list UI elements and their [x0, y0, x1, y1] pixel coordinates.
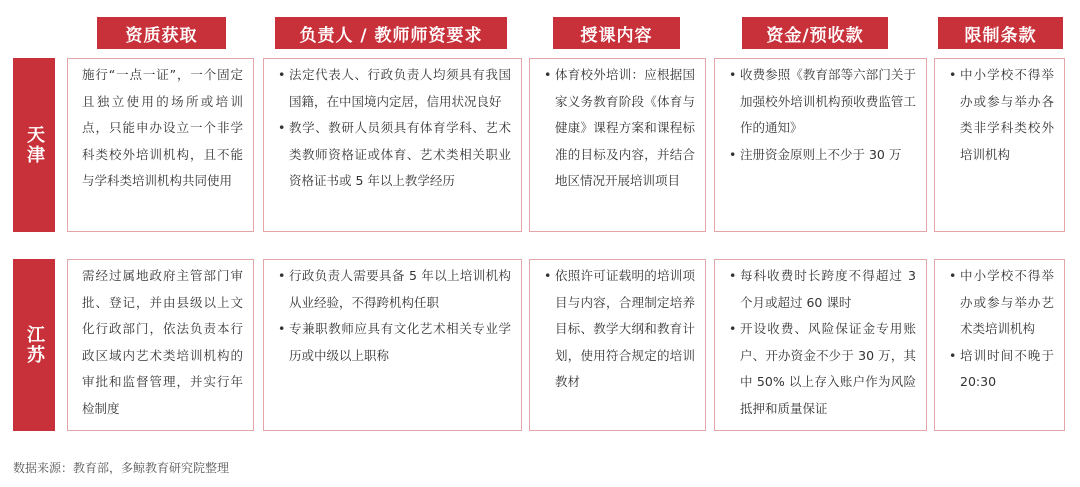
restrictions-list: [949, 62, 1054, 168]
header-restrictions: 限制条款: [938, 17, 1063, 49]
list-item: • 培训时间不晚于 20:30: [949, 343, 1054, 396]
header-qualification: 资质获取: [97, 17, 226, 49]
list-item: • 收费参照《教育部等六部门关于加强校外培训机构预收费监管工作的通知》: [729, 62, 916, 142]
list-item: • 法定代表人、行政负责人均须具有我国国籍，在中国境内定居，信用状况良好: [278, 62, 511, 115]
list-item: • 专兼职教师应具有文化艺术相关专业学历或中级以上职称: [278, 316, 511, 369]
funds-list: [729, 62, 916, 168]
list-item: • 行政负责人需要具备 5 年以上培训机构从业经验，不得跨机构任职: [278, 263, 511, 316]
header-teaching-content: 授课内容: [553, 17, 680, 49]
list-item: • 依照许可证载明的培训项目与内容，合理制定培养目标、教学大纲和教育计划，使用符合规定的培训教材: [544, 263, 695, 396]
cell-jiangsu-qualification: [67, 259, 254, 431]
qualification-text: 需经过属地政府主管部门审批、登记，并由县级以上文化行政部门，依法负责本行政区域内艺术类培训机构的审批和监督管理，并实行年检制度: [82, 268, 243, 416]
content-list: [544, 263, 695, 396]
source-note: 数据来源：教育部，多鲸教育研究院整理: [13, 461, 230, 475]
cell-jiangsu-funds: [714, 259, 927, 431]
list-item: • 体育校外培训：应根据国家义务教育阶段《体育与健康》课程方案和课程标准的目标及内容，并结合地区情况开展培训项目: [544, 62, 695, 195]
row-label-tianjin: 天津: [13, 58, 55, 232]
list-item: • 中小学校不得举办或参与举办各类非学科类校外培训机构: [949, 62, 1054, 168]
header-funds: 资金/预收款: [742, 17, 888, 49]
list-item: • 开设收费、风险保证金专用账户、开办资金不少于 30 万，其中 50% 以上存入账户作为风险抵押和质量保证: [729, 316, 916, 422]
list-item: • 中小学校不得举办或参与举办艺术类培训机构: [949, 263, 1054, 343]
staff-list: [278, 62, 511, 195]
list-item: • 每科收费时长跨度不得超过 3 个月或超过 60 课时: [729, 263, 916, 316]
cell-jiangsu-staff: [263, 259, 522, 431]
restrictions-list: [949, 263, 1054, 396]
row-label-jiangsu: 江苏: [13, 259, 55, 431]
cell-tianjin-funds: [714, 58, 927, 232]
cell-tianjin-restrictions: [934, 58, 1065, 232]
qualification-text: 施行“一点一证”，一个固定且独立使用的场所或培训点，只能申办设立一个非学科类校外培训机构，且不能与学科类培训机构共同使用: [82, 67, 243, 188]
header-staff-requirements: 负责人 / 教师师资要求: [275, 17, 507, 49]
cell-tianjin-staff: [263, 58, 522, 232]
list-item: • 教学、教研人员须具有体育学科、艺术类教师资格证或体育、艺术类相关职业资格证书或 5 年以上教学经历: [278, 115, 511, 195]
cell-tianjin-content: [529, 58, 706, 232]
cell-jiangsu-restrictions: [934, 259, 1065, 431]
cell-jiangsu-content: [529, 259, 706, 431]
funds-list: [729, 263, 916, 422]
list-item: • 注册资金原则上不少于 30 万: [729, 142, 916, 169]
cell-tianjin-qualification: [67, 58, 254, 232]
staff-list: [278, 263, 511, 369]
content-list: [544, 62, 695, 195]
